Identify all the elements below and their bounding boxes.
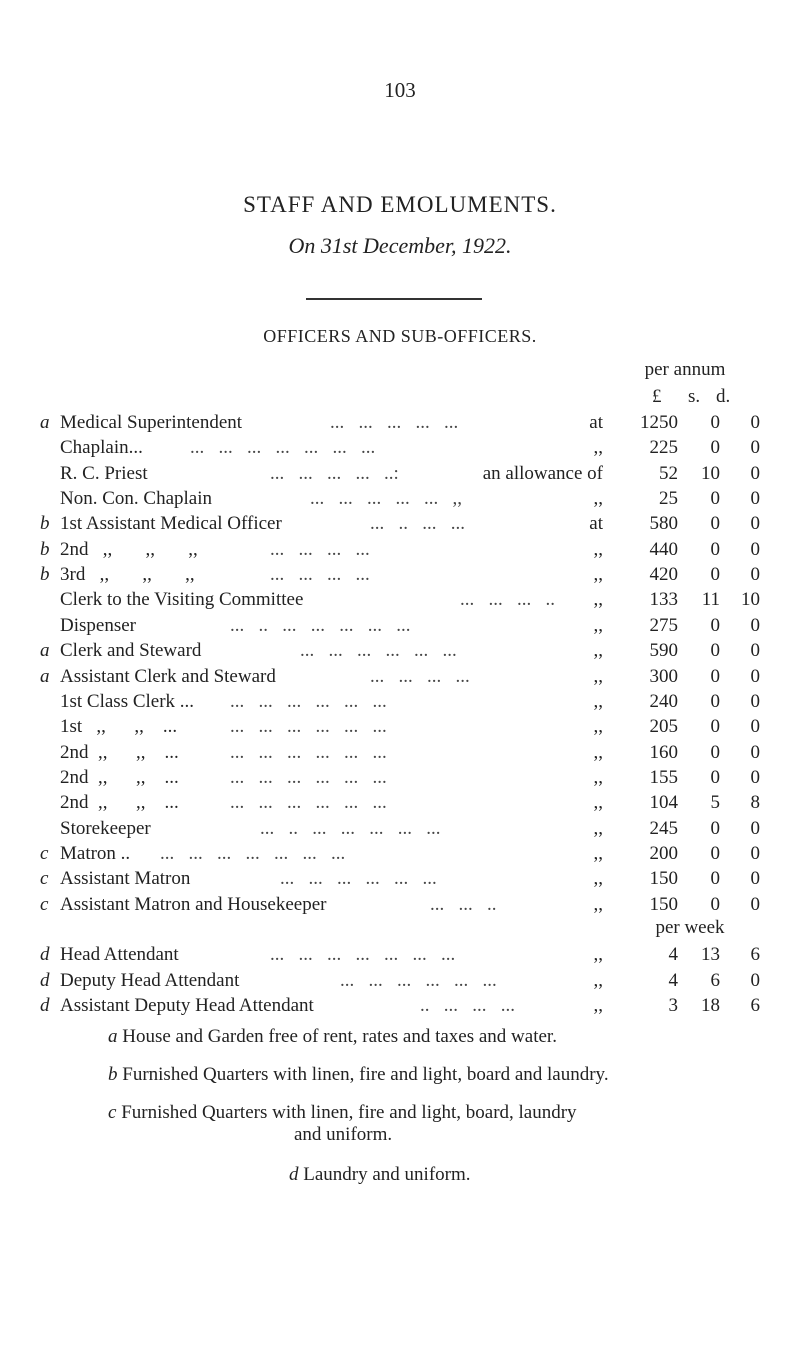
rate-note: ,, (593, 640, 603, 662)
pence-value: 0 (750, 842, 760, 864)
page-subtitle: On 31st December, 1922. (288, 233, 512, 258)
dot-leader: ... .. ... ... ... ... ... (230, 614, 411, 636)
officer-title: Assistant Deputy Head Attendant (60, 995, 314, 1016)
rate-note: ,, (593, 437, 603, 459)
section-heading: OFFICERS AND SUB-OFFICERS. (263, 326, 537, 346)
shillings-value: 13 (701, 944, 720, 965)
officer-title: 1st Assistant Medical Officer (60, 513, 282, 535)
class-marker: b (40, 513, 50, 535)
table-row (40, 435, 760, 461)
pence-value: 0 (750, 412, 760, 433)
page-title: STAFF AND EMOLUMENTS. (243, 192, 557, 217)
pence-value: 0 (750, 969, 760, 991)
table-row (40, 613, 760, 639)
officer-title: Chaplain... (60, 437, 143, 459)
table-row (40, 942, 760, 968)
pence-value: 0 (750, 741, 760, 763)
footnote-key: b (108, 1064, 118, 1085)
dot-leader: ... ... .. (430, 893, 497, 915)
rate-note: ,, (593, 842, 603, 864)
pounds-value: 440 (649, 538, 678, 560)
class-marker: d (40, 995, 50, 1016)
title-divider (306, 298, 482, 300)
shillings-value: 0 (710, 538, 720, 560)
officer-title: Assistant Clerk and Steward (60, 665, 276, 687)
class-marker: c (40, 868, 49, 890)
class-marker: b (40, 538, 50, 560)
pounds-value: 104 (649, 792, 678, 814)
shillings-value: 0 (710, 893, 720, 915)
pence-value: 0 (750, 488, 760, 510)
footnote-key: a (108, 1026, 118, 1047)
shillings-value: 0 (710, 665, 720, 687)
currency-headers (630, 386, 740, 410)
dot-leader: ... ... ... ... (270, 538, 370, 560)
pounds-value: 133 (649, 589, 678, 611)
pounds-value: 300 (649, 665, 678, 687)
dot-leader: ... ... ... .. (460, 589, 555, 611)
officer-title: Medical Superintendent (60, 412, 243, 433)
shillings-value: 5 (710, 792, 720, 814)
per-annum-label: per annum (644, 359, 726, 380)
table-row (40, 816, 760, 842)
pounds-value: 240 (649, 690, 678, 712)
rate-note: ,, (593, 564, 603, 586)
shillings-value: 0 (710, 437, 720, 459)
officer-title: R. C. Priest (60, 462, 148, 484)
dot-leader: ... ... ... ... ... ... (230, 716, 387, 738)
dot-leader: ... ... ... ... ... ... ... (160, 842, 346, 864)
pence-value: 0 (750, 766, 760, 788)
rate-note: ,, (593, 716, 603, 738)
shillings-value: 18 (701, 995, 720, 1016)
dot-leader: ... ... ... ... ... ... ... (190, 437, 376, 459)
footnote-text: Furnished Quarters with linen, fire and light, board and laundry. (122, 1064, 609, 1085)
class-marker: c (40, 893, 49, 915)
shillings-value: 0 (710, 817, 720, 839)
officer-title: 2nd ,, ,, ,, (60, 538, 198, 560)
pence-value: 0 (750, 462, 760, 484)
pence-value: 0 (750, 437, 760, 459)
pounds-value: 3 (668, 995, 678, 1016)
dot-leader: ... ... ... ... (270, 564, 370, 586)
dot-leader: ... .. ... ... (370, 513, 465, 535)
dot-leader: ... ... ... ... ... ... (340, 969, 497, 991)
officer-title: Non. Con. Chaplain (60, 488, 212, 510)
footnote (108, 1102, 577, 1124)
shillings-value: 6 (710, 969, 720, 991)
pence-value: 0 (750, 640, 760, 662)
rate-note: ,, (593, 893, 603, 915)
officer-title: 3rd ,, ,, ,, (60, 564, 195, 586)
class-marker: c (40, 842, 49, 864)
footnote-text: House and Garden free of rent, rates and taxes and water. (122, 1026, 557, 1047)
table-row (40, 740, 760, 766)
table-row (40, 790, 760, 816)
pounds-value: 25 (659, 488, 678, 510)
officer-title: 2nd ,, ,, ... (60, 766, 179, 788)
class-marker: a (40, 640, 50, 662)
shillings-header: s. (688, 386, 701, 407)
pounds-value: 150 (649, 868, 678, 890)
shillings-value: 0 (710, 614, 720, 636)
rate-note: ,, (593, 690, 603, 712)
table-row (40, 562, 760, 588)
shillings-value: 0 (710, 766, 720, 788)
officer-title: 1st ,, ,, ... (60, 716, 178, 738)
footnote-text: Laundry and uniform. (303, 1164, 471, 1185)
dot-leader: ... .. ... ... ... ... ... (260, 817, 441, 839)
rate-note: ,, (593, 488, 603, 510)
rate-note: an allowance of (482, 462, 603, 484)
table-row (40, 486, 760, 512)
table-row (40, 892, 760, 918)
shillings-value: 0 (710, 868, 720, 890)
pence-value: 6 (750, 944, 760, 965)
rate-note: ,, (593, 538, 603, 560)
pounds-value: 150 (649, 893, 678, 915)
pence-value: 0 (750, 817, 760, 839)
page-number: 103 (384, 78, 416, 102)
pounds-value: 580 (649, 513, 678, 535)
dot-leader: ... ... ... ... (370, 665, 470, 687)
officer-title: Matron .. (60, 842, 131, 864)
footnote-text: Furnished Quarters with linen, fire and light, board, laundry (121, 1102, 577, 1123)
officer-title: Clerk and Steward (60, 640, 202, 662)
pounds-header: £ (652, 386, 662, 407)
shillings-value: 0 (710, 488, 720, 510)
dot-leader: ... ... ... ... ... ... (230, 690, 387, 712)
shillings-value: 10 (701, 462, 720, 484)
table-row (40, 714, 760, 740)
pence-value: 10 (741, 589, 760, 611)
pounds-value: 420 (649, 564, 678, 586)
table-row (40, 664, 760, 690)
shillings-value: 0 (710, 690, 720, 712)
pence-value: 0 (750, 716, 760, 738)
per-week-label: per week (655, 917, 725, 938)
officer-title: Dispenser (60, 614, 136, 636)
pence-value: 0 (750, 690, 760, 712)
class-marker: a (40, 412, 50, 433)
table-row (40, 841, 760, 867)
pence-header: d. (716, 386, 731, 407)
officer-title: 2nd ,, ,, ... (60, 792, 179, 814)
rate-note: ,, (593, 944, 603, 965)
pounds-value: 205 (649, 716, 678, 738)
dot-leader: .. ... ... ... (420, 995, 515, 1016)
shillings-value: 0 (710, 412, 720, 433)
officer-title: Assistant Matron and Housekeeper (60, 893, 327, 915)
shillings-value: 0 (710, 640, 720, 662)
shillings-value: 0 (710, 716, 720, 738)
officer-title: Storekeeper (60, 817, 151, 839)
table-row (40, 866, 760, 892)
rate-note: at (589, 513, 603, 535)
table-row (40, 689, 760, 715)
dot-leader: ... ... ... ... ... ... (230, 792, 387, 814)
pence-value: 0 (750, 538, 760, 560)
officer-title: Clerk to the Visiting Committee (60, 589, 304, 611)
rate-note: ,, (593, 665, 603, 687)
pence-value: 8 (750, 792, 760, 814)
rate-note: ,, (593, 766, 603, 788)
pounds-value: 245 (649, 817, 678, 839)
officer-title: Assistant Matron (60, 868, 191, 890)
dot-leader: ... ... ... ... ... ... (230, 766, 387, 788)
table-row (40, 968, 760, 994)
officer-title: Head Attendant (60, 944, 179, 965)
rate-note: ,, (593, 817, 603, 839)
rate-note: ,, (593, 792, 603, 814)
shillings-value: 0 (710, 741, 720, 763)
rate-note: at (589, 412, 603, 433)
table-row (40, 511, 760, 537)
rate-note: ,, (593, 969, 603, 991)
shillings-value: 0 (710, 513, 720, 535)
dot-leader: ... ... ... ... ... ... (300, 640, 457, 662)
class-marker: a (40, 665, 50, 687)
shillings-value: 0 (710, 842, 720, 864)
pounds-value: 200 (649, 842, 678, 864)
shillings-value: 11 (701, 589, 720, 611)
class-marker: d (40, 944, 50, 965)
rate-note: ,, (593, 741, 603, 763)
class-marker: d (40, 969, 50, 991)
rate-note: ,, (593, 868, 603, 890)
class-marker: b (40, 564, 50, 586)
table-row (40, 587, 760, 613)
table-row (40, 461, 760, 487)
footnote-key: c (108, 1102, 117, 1123)
officer-title: 1st Class Clerk ... (60, 690, 195, 712)
table-row (40, 765, 760, 791)
pence-value: 0 (750, 665, 760, 687)
pounds-value: 590 (649, 640, 678, 662)
pounds-value: 4 (668, 969, 678, 991)
pounds-value: 160 (649, 741, 678, 763)
pence-value: 6 (750, 995, 760, 1016)
footnote (289, 1164, 471, 1186)
dot-leader: ... ... ... ... ... ... ... (270, 944, 456, 965)
footnote-text: and uniform. (294, 1124, 393, 1145)
dot-leader: ... ... ... ... ... ... (230, 741, 387, 763)
officer-title: Deputy Head Attendant (60, 969, 240, 991)
rate-note: ,, (593, 614, 603, 636)
pounds-value: 1250 (640, 412, 678, 433)
footnote (294, 1124, 392, 1146)
pounds-value: 225 (649, 437, 678, 459)
dot-leader: ... ... ... ... ... ... (280, 868, 437, 890)
table-row (40, 410, 760, 436)
rate-note: ,, (593, 995, 603, 1016)
officer-title: 2nd ,, ,, ... (60, 741, 179, 763)
pence-value: 0 (750, 513, 760, 535)
footnote (108, 1064, 609, 1086)
footnote (108, 1026, 557, 1048)
pence-value: 0 (750, 893, 760, 915)
dot-leader: ... ... ... ... ... (330, 412, 459, 433)
footnote-key: d (289, 1164, 299, 1185)
table-row (40, 993, 760, 1019)
pence-value: 0 (750, 614, 760, 636)
pounds-value: 52 (659, 462, 678, 484)
pounds-value: 155 (649, 766, 678, 788)
shillings-value: 0 (710, 564, 720, 586)
pounds-value: 4 (668, 944, 678, 965)
rate-note: ,, (593, 589, 603, 611)
table-row (40, 638, 760, 664)
pence-value: 0 (750, 564, 760, 586)
pounds-value: 275 (649, 614, 678, 636)
pence-value: 0 (750, 868, 760, 890)
dot-leader: ... ... ... ... ..: (270, 462, 399, 484)
table-row (40, 537, 760, 563)
dot-leader: ... ... ... ... ... ,, (310, 488, 462, 510)
